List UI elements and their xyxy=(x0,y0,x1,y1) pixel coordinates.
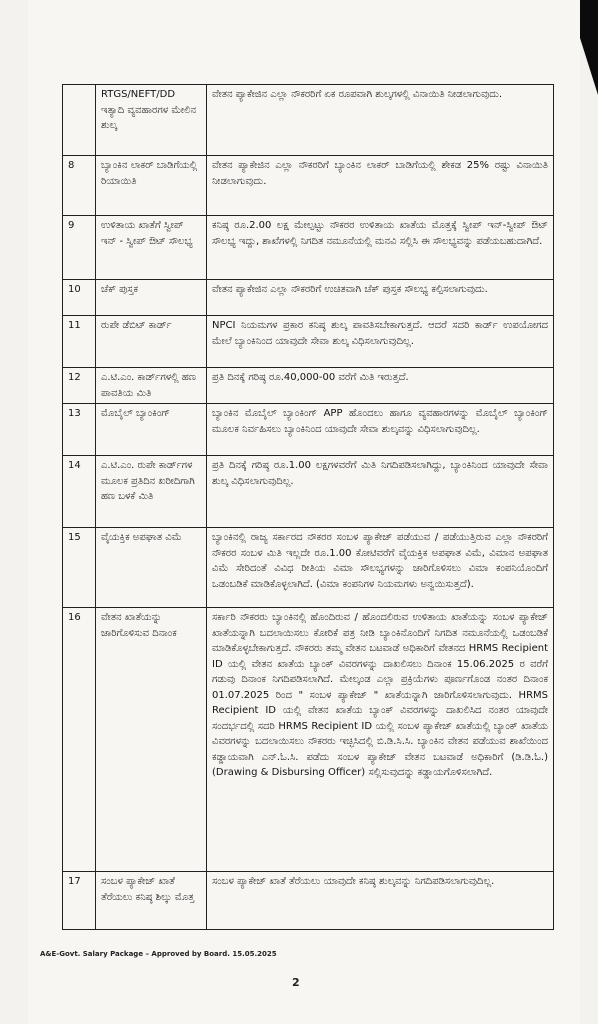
benefits-table xyxy=(62,84,554,930)
table-row xyxy=(63,368,554,404)
row-description: ಪ್ರತಿ ದಿನಕ್ಕೆ ಗರಿಷ್ಠ ರೂ.40,000-00 ವರೆಗೆ ಮಿತಿ ಇರುತ್ತದೆ. xyxy=(207,368,554,404)
table-row xyxy=(63,85,554,156)
row-number xyxy=(63,85,96,156)
benefits-table-body xyxy=(63,85,554,930)
row-title: ಬ್ಯಾಂಕಿನ ಲಾಕರ್ ಬಾಡಿಗೆಯಲ್ಲಿ ರಿಯಾಯಿತಿ xyxy=(96,156,207,216)
row-title: ಉಳಿತಾಯ ಖಾತೆಗೆ ಸ್ವೀಪ್ ಇನ್ - ಸ್ವೀಪ್ ಔಟ್ ಸೌಲಭ್ಯ xyxy=(96,216,207,280)
table-row xyxy=(63,156,554,216)
row-title: ಸಂಬಳ ಪ್ಯಾಕೇಜ್ ಖಾತೆ ತೆರೆಯಲು ಕನಿಷ್ಠ ಶಿಲ್ಕು ಮೊತ್ತ xyxy=(96,872,207,930)
row-number: 12 xyxy=(63,368,96,404)
row-title: ಚೆಕ್ ಪುಸ್ತಕ xyxy=(96,280,207,316)
row-number: 16 xyxy=(63,608,96,872)
row-title: ಮೊಬೈಲ್ ಬ್ಯಾಂಕಿಂಗ್ xyxy=(96,404,207,456)
row-title: ಎ.ಟಿ.ಎಂ. ರುಪೇ ಕಾರ್ಡ್‌ಗಳ ಮೂಲಕ ಪ್ರತಿದಿನ ಖರೀದಿಗಾಗಿ ಹಣ ಬಳಕೆ ಮಿತಿ xyxy=(96,456,207,528)
row-description: ಬ್ಯಾಂಕಿನಲ್ಲಿ ರಾಜ್ಯ ಸರ್ಕಾರದ ನೌಕರರ ಸಂಬಳ ಪ್ಯಾಕೇಜ್ ಪಡೆಯುವ / ಪಡೆಯುತ್ತಿರುವ ಎಲ್ಲಾ ನೌಕರರಿಗೆ ನೌಕರರ ಸಂಬಳ ಮಿತಿ ಇಲ್ಲದೇ ರೂ.1.00 ಕೋಟಿವರೆಗೆ ವೈಯಕ್ತಿಕ ಅಪಘಾತ ವಿಮೆ, ವಿಮಾನ ಅಪಘಾತ ವಿಮೆ ಸೇರಿದಂತೆ ವಿವಿಧ ರೀತಿಯ ವಿಮಾ ಸೌಲಭ್ಯಗಳನ್ನು ಜಾರಿಗೊಳಿಸಲು ವಿಮಾ ಕಂಪನಿಯೊಂದಿಗೆ ಒಡಂಬಡಿಕೆ ಮಾಡಿಕೊಳ್ಳಲಾಗಿದೆ. (ವಿಮಾ ಕಂಪನಿಗಳ ನಿಯಮಗಳು ಅನ್ವಯಿಸುತ್ತದೆ). xyxy=(207,528,554,608)
document-footer: A&E-Govt. Salary Package – Approved by Board. 15.05.2025 xyxy=(40,950,277,958)
table-row xyxy=(63,528,554,608)
row-description: ಪ್ರತಿ ದಿನಕ್ಕೆ ಗರಿಷ್ಠ ರೂ.1.00 ಲಕ್ಷಗಳವರೆಗೆ ಮಿತಿ ನಿಗದಿಪಡಿಸಲಾಗಿದ್ದು, ಬ್ಯಾಂಕಿನಿಂದ ಯಾವುದೇ ಸೇವಾ ಶುಲ್ಕ ವಿಧಿಸಲಾಗುವುದಿಲ್ಲ. xyxy=(207,456,554,528)
row-number: 9 xyxy=(63,216,96,280)
row-title: ರುಪೇ ಡೆಬಿಟ್ ಕಾರ್ಡ್ xyxy=(96,316,207,368)
table-row xyxy=(63,216,554,280)
table-row xyxy=(63,456,554,528)
table-row xyxy=(63,280,554,316)
row-title: ಎ.ಟಿ.ಎಂ. ಕಾರ್ಡ್‌ಗಳಲ್ಲಿ ಹಣ ಪಾವತಿಯ ಮಿತಿ xyxy=(96,368,207,404)
row-number: 15 xyxy=(63,528,96,608)
table-row xyxy=(63,404,554,456)
row-description: ಸರ್ಕಾರಿ ನೌಕರರು ಬ್ಯಾಂಕಿನಲ್ಲಿ ಹೊಂದಿರುವ / ಹೊಂದಲಿರುವ ಉಳಿತಾಯ ಖಾತೆಯನ್ನು ಸಂಬಳ ಪ್ಯಾಕೇಜ್ ಖಾತೆಯನ್ನಾಗಿ ಬದಲಾಯಿಸಲು ಕೋರಿಕೆ ಪತ್ರ ನೀಡಿ ಬ್ಯಾಂಕಿನೊಂದಿಗೆ ನಿಗದಿತ ನಮೂನೆಯಲ್ಲಿ ಒಡಂಬಡಿಕೆ ಮಾಡಿಕೊಳ್ಳಬೇಕಾಗುತ್ತದೆ. ನೌಕರರು ತಮ್ಮ ವೇತನ ಬಟವಾಡೆ ಅಧಿಕಾರಿಗೆ ವೇತನದ HRMS Recipient ID ಯಲ್ಲಿ ವೇತನ ಖಾತೆಯ ಬ್ಯಾಂಕ್ ವಿವರಗಳನ್ನು ದಾಖಲಿಸಲು ದಿನಾಂಕ 15.06.2025 ರ ವರೆಗೆ ಗಡುವು ದಿನಾಂಕ ನಿಗದಿಪಡಿಸಲಾಗಿದೆ. ಮೇಲ್ಕಂಡ ಎಲ್ಲಾ ಪ್ರಕ್ರಿಯೆಗಳು ಪೂರ್ಣಗೊಂಡ ನಂತರ ದಿನಾಂಕ 01.07.2025 ರಿಂದ " ಸಂಬಳ ಪ್ಯಾಕೇಜ್ " ಖಾತೆಯನ್ನಾಗಿ ಜಾರಿಗೊಳಿಸಲಾಗುವುದು. HRMS Recipient ID ಯಲ್ಲಿ ವೇತನ ಖಾತೆಯ ಬ್ಯಾಂಕ್ ವಿವರಗಳನ್ನು ದಾಖಲಿಸಿದ ನಂತರ ಯಾವುದೇ ಸಂದರ್ಭದಲ್ಲಿ ಸದರಿ HRMS Recipient ID ಯಲ್ಲಿ ಸಂಬಳ ಪ್ಯಾಕೇಜ್ ಖಾತೆಯಲ್ಲಿ ಬ್ಯಾಂಕ್ ಖಾತೆಯ ವಿವರಗಳನ್ನು ಬದಲಾಯಿಸಲು ನೌಕರರು ಇಚ್ಛಿಸಿದಲ್ಲಿ ಬಿ.ಡಿ.ಸಿ.ಸಿ. ಬ್ಯಾಂಕಿನ ವೇತನ ಪಡೆಯುವ ಶಾಖೆಯಿಂದ ಕಡ್ಡಾಯವಾಗಿ ಎನ್.ಓ.ಸಿ. ಪಡೆದು ಸಂಬಳ ಪ್ಯಾಕೇಜ್ ವೇತನ ಬಟವಾಡೆ ಅಧಿಕಾರಿಗೆ (ಡಿ.ಡಿ.ಓ.) (Drawing & Disbursing Officer) ಸಲ್ಲಿಸುವುದನ್ನು ಕಡ್ಡಾಯಗೊಳಿಸಲಾಗಿದೆ. xyxy=(207,608,554,872)
row-description: NPCI ನಿಯಮಗಳ ಪ್ರಕಾರ ಕನಿಷ್ಠ ಶುಲ್ಕ ಪಾವತಿಸಬೇಕಾಗುತ್ತದೆ. ಆದರೆ ಸದರಿ ಕಾರ್ಡ್ ಉಪಯೋಗದ ಮೇಲೆ ಬ್ಯಾಂಕಿನಿಂದ ಯಾವುದೇ ಸೇವಾ ಶುಲ್ಕ ವಿಧಿಸಲಾಗುವುದಿಲ್ಲ. xyxy=(207,316,554,368)
row-number: 11 xyxy=(63,316,96,368)
row-number: 10 xyxy=(63,280,96,316)
row-number: 17 xyxy=(63,872,96,930)
row-title: RTGS/NEFT/DD ಇತ್ಯಾದಿ ವ್ಯವಹಾರಗಳ ಮೇಲಿನ ಶುಲ್ಕ xyxy=(96,85,207,156)
row-title: ವೈಯಕ್ತಿಕ ಅಪಘಾತ ವಿಮೆ xyxy=(96,528,207,608)
row-description: ವೇತನ ಪ್ಯಾಕೇಜಿನ ಎಲ್ಲಾ ನೌಕರರಿಗೆ ಏಕ ರೂಪವಾಗಿ ಶುಲ್ಕಗಳಲ್ಲಿ ವಿನಾಯಿತಿ ನೀಡಲಾಗುವುದು. xyxy=(207,85,554,156)
row-title: ವೇತನ ಖಾತೆಯನ್ನು ಜಾರಿಗೊಳಿಸುವ ದಿನಾಂಕ xyxy=(96,608,207,872)
page-number: 2 xyxy=(292,976,300,989)
row-description: ಬ್ಯಾಂಕಿನ ಮೊಬೈಲ್ ಬ್ಯಾಂಕಿಂಗ್ APP ಹೊಂದಲು ಹಾಗೂ ವ್ಯವಹಾರಗಳನ್ನು ಮೊಬೈಲ್ ಬ್ಯಾಂಕಿಂಗ್ ಮೂಲಕ ನಿರ್ವಹಿಸಲು ಬ್ಯಾಂಕಿನಿಂದ ಯಾವುದೇ ಸೇವಾ ಶುಲ್ಕವನ್ನು ವಿಧಿಸಲಾಗುವುದಿಲ್ಲ. xyxy=(207,404,554,456)
table-row xyxy=(63,872,554,930)
row-description: ಸಂಬಳ ಪ್ಯಾಕೇಜ್ ಖಾತೆ ತೆರೆಯಲು ಯಾವುದೇ ಕನಿಷ್ಠ ಶುಲ್ಕವನ್ನು ನಿಗದಿಪಡಿಸಲಾಗುವುದಿಲ್ಲ. xyxy=(207,872,554,930)
row-description: ವೇತನ ಪ್ಯಾಕೇಜಿನ ಎಲ್ಲಾ ನೌಕರರಿಗೆ ಉಚಿತವಾಗಿ ಚೆಕ್ ಪುಸ್ತಕ ಸೌಲಭ್ಯ ಕಲ್ಪಿಸಲಾಗುವುದು. xyxy=(207,280,554,316)
table-row xyxy=(63,608,554,872)
row-description: ಕನಿಷ್ಠ ರೂ.2.00 ಲಕ್ಷ ಮೇಲ್ಪಟ್ಟು ನೌಕರರ ಉಳಿತಾಯ ಖಾತೆಯ ಮೊತ್ತಕ್ಕೆ ಸ್ವೀಪ್ ಇನ್-ಸ್ವೀಪ್ ಔಟ್ ಸೌಲಭ್ಯ ಇದ್ದು, ಶಾಖೆಗಳಲ್ಲಿ ನಿಗದಿತ ನಮೂನೆಯಲ್ಲಿ ಮನವಿ ಸಲ್ಲಿಸಿ ಈ ಸೌಲಭ್ಯವನ್ನು ಪಡೆಯಬಹುದಾಗಿದೆ. xyxy=(207,216,554,280)
row-number: 13 xyxy=(63,404,96,456)
row-number: 8 xyxy=(63,156,96,216)
table-row xyxy=(63,316,554,368)
row-description: ವೇತನ ಪ್ಯಾಕೇಜಿನ ಎಲ್ಲಾ ನೌಕರರಿಗೆ ಬ್ಯಾಂಕಿನ ಲಾಕರ್ ಬಾಡಿಗೆಯಲ್ಲಿ ಶೇಕಡ 25% ರಷ್ಟು ವಿನಾಯಿತಿ ನೀಡಲಾಗುವುದು. xyxy=(207,156,554,216)
row-number: 14 xyxy=(63,456,96,528)
